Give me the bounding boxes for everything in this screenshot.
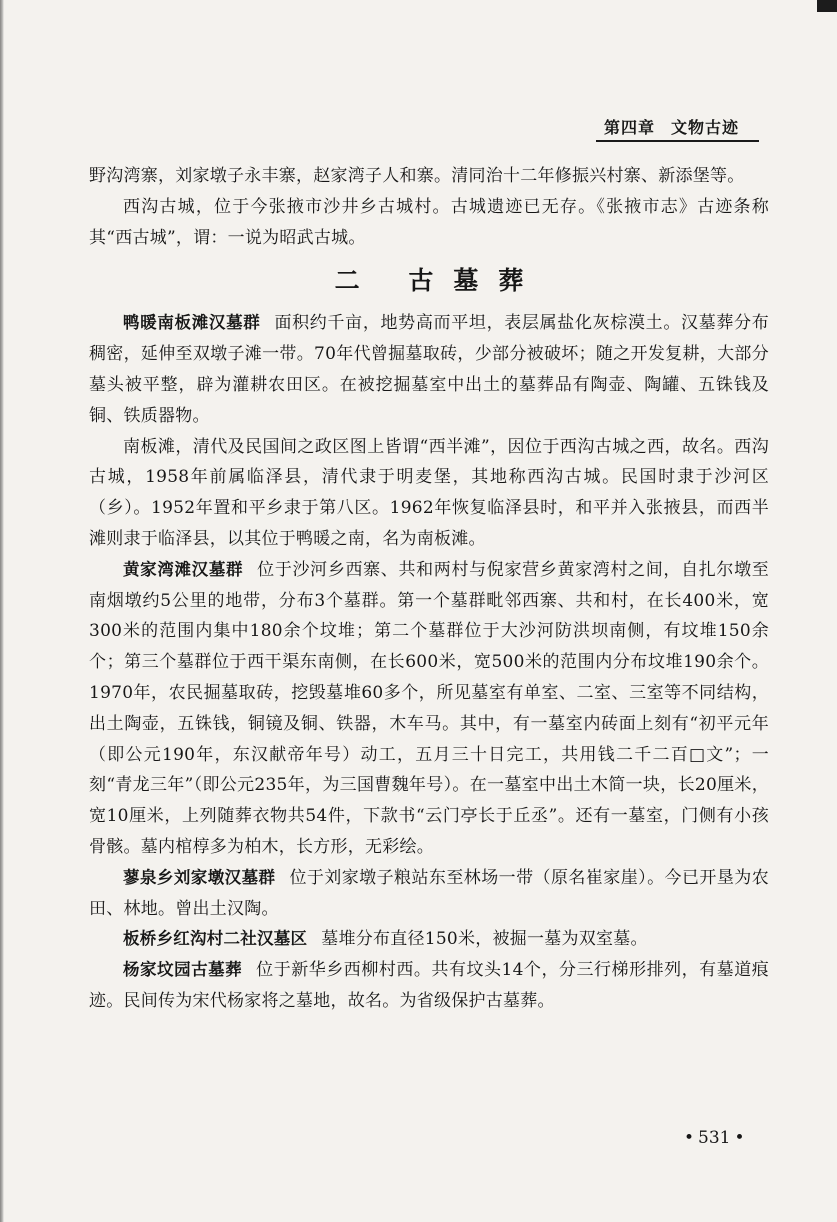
entry-text: 位于沙河乡西寨、共和两村与倪家营乡黄家湾村之间，自扎尔墩至南烟墩约5公里的地带，分布3个墓群。第一个墓群毗邻西寨、共和村，在长400米，宽300米的范围内集中180余个坟堆；第二个墓群位于大沙河防洪坝南侧，有坟堆150余个；第三个墓群位于西干渠东南侧，在长600米，宽500米的范围内分布坟堆190余个。1970年，农民掘墓取砖，挖毁墓堆60多个，所见墓室有单室、二室、三室等不同结构，出土陶壶，五铢钱，铜镜及铜、铁器，木车马。其中，有一墓室内砖面上刻有“初平元年（即公元190年，东汉献帝年号）动工，五月三十日完工，共用钱二千二百□文”；一刻“青龙三年”（即公元235年，为三国曹魏年号）。在一墓室中出土木简一块，长20厘米，宽10厘米，上列随葬衣物共54件，下款书“云门亭长于丘丞”。还有一墓室，门侧有小孩骨骸。墓内棺椁多为柏木，长方形，无彩绘。 xyxy=(89,559,770,857)
running-head-title: 文物古迹 xyxy=(671,118,740,137)
entry-heading: 鸭暖南板滩汉墓群 xyxy=(123,313,261,333)
entry-liaoquan xyxy=(89,863,769,925)
intro-paragraph-continued: 野沟湾寨，刘家墩子永丰寨，赵家湾子人和寨。清同治十二年修振兴村寨、新添堡等。 xyxy=(89,166,745,186)
intro-paragraph-xigou: 西沟古城，位于今张掖市沙井乡古城村。古城遗迹已无存。《张掖市志》古迹条称其“西古城”，谓：一说为昭武古城。 xyxy=(89,196,769,248)
entry-heading: 蓼泉乡刘家墩汉墓群 xyxy=(123,867,276,887)
page-body xyxy=(89,161,769,1017)
entry-yanuan xyxy=(89,308,769,431)
scan-corner-shadow xyxy=(817,0,837,12)
running-head-chapter: 第四章 xyxy=(604,118,656,137)
entry-yangjia xyxy=(89,955,769,1017)
entry-heading: 杨家坟园古墓葬 xyxy=(123,960,243,980)
section-title: 二 古墓葬 xyxy=(334,266,544,296)
entry-text: 位于新华乡西柳村西。共有坟头14个，分三行梯形排列，有墓道痕迹。民间传为宋代杨家将之墓地，故名。为省级保护古墓葬。 xyxy=(89,960,769,1011)
page-number-value: 531 xyxy=(698,1128,731,1148)
entry-banqiao xyxy=(89,924,769,955)
running-head xyxy=(604,115,739,138)
entry-text: 墓堆分布直径150米，被掘一墓为双室墓。 xyxy=(321,929,648,950)
entry-text: 位于刘家墩子粮站东至林场一带（原名崔家崖）。今已开垦为农田、林地。曾出土汉陶。 xyxy=(89,867,769,919)
entry-text: 面积约千亩，地势高而平坦，表层属盐化灰棕漠土。汉墓葬分布稠密，延伸至双墩子滩一带。70年代曾掘墓取砖，少部分被破坏；随之开发复耕，大部分墓头被平整，辟为灌耕农田区。在被挖掘墓室中出土的墓葬品有陶壶、陶罐、五铢钱及铜、铁质器物。 xyxy=(89,313,770,426)
entry-heading: 板桥乡红沟村二社汉墓区 xyxy=(123,929,308,949)
entry-heading: 黄家湾滩汉墓群 xyxy=(123,559,244,579)
entry-text: 南板滩，清代及民国间之政区图上皆谓“西半滩”，因位于西沟古城之西，故名。西沟古城，1958年前属临泽县，清代隶于明麦堡，其地称西沟古城。民国时隶于沙河区（乡）。1952年置和平乡隶于第八区。1962年恢复临泽县时，和平并入张掖县，而西半滩则隶于临泽县，以其位于鸭暖之南，名为南板滩。 xyxy=(89,436,769,549)
running-head-rule xyxy=(596,140,759,142)
binding-edge xyxy=(0,0,4,1222)
entry-huangjiawan xyxy=(89,555,769,863)
entry-nanbantan-note xyxy=(89,432,769,555)
page-number: • 531 • xyxy=(684,1128,745,1148)
